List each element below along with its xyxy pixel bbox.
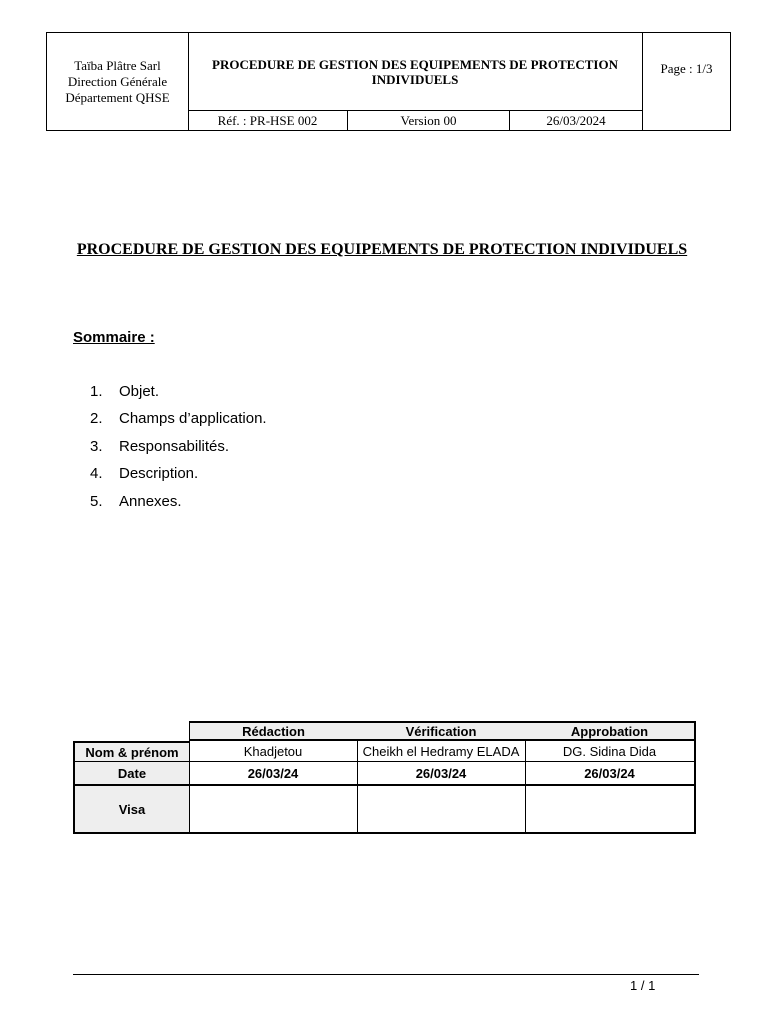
header-title: PROCEDURE DE GESTION DES EQUIPEMENTS DE PROTECTION INDIVIDUELS	[188, 33, 643, 111]
document-title: PROCEDURE DE GESTION DES EQUIPEMENTS DE PROTECTION INDIVIDUELS	[76, 241, 688, 258]
toc-item-label: Champs d’application.	[119, 410, 267, 428]
date-redaction: 26/03/24	[189, 762, 358, 786]
footer-page-number: 1 / 1	[630, 978, 656, 993]
row-label-visa: Visa	[73, 786, 190, 834]
header-reference: Réf. : PR-HSE 002	[188, 111, 348, 130]
sommaire-heading: Sommaire :	[73, 329, 155, 346]
header-version: Version 00	[348, 111, 510, 130]
row-label-date: Date	[73, 762, 190, 786]
toc-item-number: 3.	[90, 437, 103, 455]
column-header-approbation: Approbation	[525, 721, 696, 741]
toc-item-label: Annexes.	[119, 492, 182, 510]
document-header	[46, 32, 731, 131]
date-verification: 26/03/24	[357, 762, 526, 786]
date-approbation: 26/03/24	[525, 762, 696, 786]
column-header-redaction: Rédaction	[189, 721, 358, 741]
name-verification: Cheikh el Hedramy ELADA	[357, 741, 526, 762]
visa-approbation	[525, 786, 696, 834]
footer-divider	[73, 974, 699, 975]
company-info	[47, 33, 189, 130]
toc-item-number: 4.	[90, 465, 103, 483]
table-of-contents	[90, 381, 267, 518]
toc-item	[90, 436, 267, 463]
toc-item	[90, 408, 267, 435]
company-direction: Direction Générale	[67, 73, 168, 89]
header-ref-row	[188, 111, 643, 130]
toc-item	[90, 381, 267, 408]
toc-item-label: Description.	[119, 465, 199, 483]
visa-redaction	[189, 786, 358, 834]
company-name: Taïba Plâtre Sarl	[74, 57, 161, 73]
toc-item	[90, 491, 267, 518]
toc-item-number: 5.	[90, 492, 103, 510]
header-date: 26/03/2024	[546, 112, 606, 128]
signature-table	[73, 721, 696, 834]
column-header-verification: Vérification	[357, 721, 526, 741]
header-page-number: Page : 1/3	[660, 61, 713, 76]
toc-item	[90, 463, 267, 490]
company-department: Département QHSE	[65, 89, 170, 105]
toc-item-label: Responsabilités.	[119, 437, 230, 455]
name-redaction: Khadjetou	[189, 741, 358, 762]
visa-verification	[357, 786, 526, 834]
row-label-name: Nom & prénom	[73, 741, 190, 762]
toc-item-label: Objet.	[119, 383, 160, 400]
toc-item-number: 1.	[90, 383, 103, 400]
toc-item-number: 2.	[90, 410, 103, 428]
name-approbation: DG. Sidina Dida	[525, 741, 696, 762]
